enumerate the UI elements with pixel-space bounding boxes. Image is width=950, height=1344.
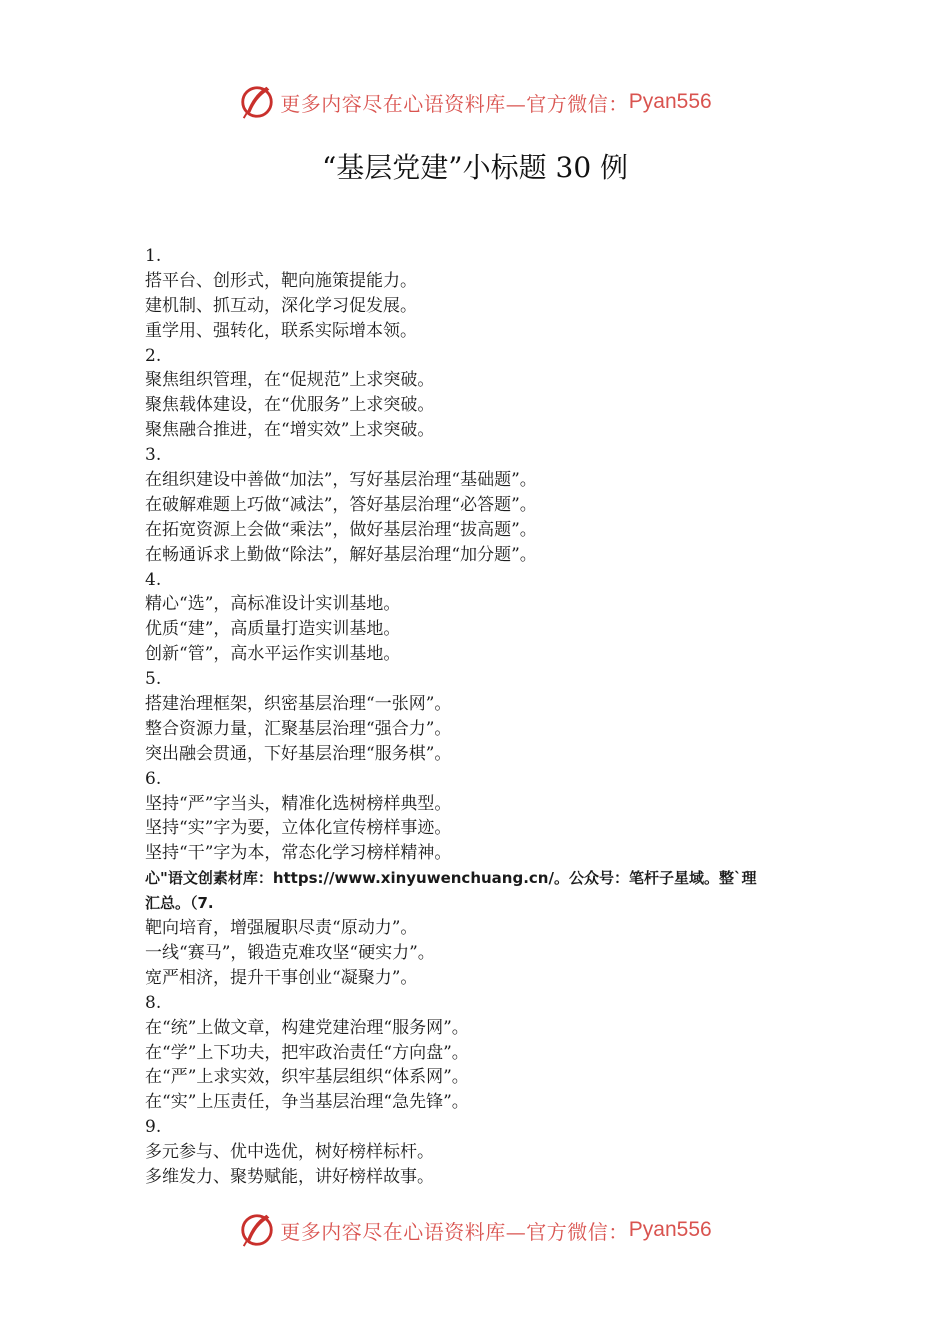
text-line: 汇总。（7. xyxy=(145,894,214,913)
text-line: 优质“建”，高质量打造实训基地。 xyxy=(145,619,401,640)
quill-pen-logo-icon xyxy=(238,1211,276,1249)
text-line: 建机制、抓互动，深化学习促发展。 xyxy=(145,295,417,316)
text-line: 坚持“实”字为要，立体化宣传榜样事迹。 xyxy=(145,818,452,839)
document-body xyxy=(145,244,825,1190)
text-line: 在拓宽资源上会做“乘法”，做好基层治理“拔高题”。 xyxy=(145,519,537,540)
document-title: “基层党建”小标题 30 例 xyxy=(321,151,629,184)
text-line: 靶向培育，增强履职尽责“原动力”。 xyxy=(145,918,418,939)
header-watermark-banner xyxy=(0,82,950,122)
text-line: 在组织建设中善做“加法”，写好基层治理“基础题”。 xyxy=(145,470,537,491)
quill-pen-logo-icon xyxy=(238,83,276,121)
item-number: 1. xyxy=(145,246,162,266)
text-line: 整合资源力量，汇聚基层治理“强合力”。 xyxy=(145,718,452,739)
text-line: 聚焦融合推进，在“增实效”上求突破。 xyxy=(145,420,435,441)
banner-text: 更多内容尽在心语资料库—官方微信： xyxy=(280,91,629,116)
item-number: 6. xyxy=(145,768,162,789)
item-number: 3. xyxy=(145,445,162,466)
banner-text: 更多内容尽在心语资料库—官方微信： xyxy=(280,1219,629,1244)
text-line: 搭建治理框架，织密基层治理“一张网”。 xyxy=(145,694,452,715)
text-line: 聚焦组织管理，在“促规范”上求突破。 xyxy=(145,370,435,391)
text-line: 坚持“严”字当头，精准化选树榜样典型。 xyxy=(145,793,452,814)
text-line: 多维发力、聚势赋能，讲好榜样故事。 xyxy=(145,1166,434,1187)
text-line: 创新“管”，高水平运作实训基地。 xyxy=(145,644,401,665)
item-number: 9. xyxy=(145,1117,162,1138)
text-line: 多元参与、优中选优，树好榜样标杆。 xyxy=(145,1142,434,1163)
text-line: 重学用、强转化，联系实际增本领。 xyxy=(145,320,417,341)
item-number: 8. xyxy=(145,992,162,1013)
item-number: 5. xyxy=(145,669,162,690)
item-number: 4. xyxy=(145,569,162,590)
banner-wechat-id: Pyan556 xyxy=(628,1218,712,1241)
item-number: 2. xyxy=(145,345,162,366)
text-line: 突出融会贯通，下好基层治理“服务棋”。 xyxy=(145,743,452,764)
text-line: 宽严相济，提升干事创业“凝聚力”。 xyxy=(145,967,418,988)
text-line: 在“严”上求实效，织牢基层组织“体系网”。 xyxy=(145,1067,469,1088)
banner-wechat-id: Pyan556 xyxy=(628,90,712,113)
text-line: 搭平台、创形式，靶向施策提能力。 xyxy=(145,270,417,291)
footer-watermark-banner xyxy=(0,1210,950,1250)
text-line: 聚焦载体建设，在“优服务”上求突破。 xyxy=(145,395,435,416)
text-line: 心"语文创素材库：https://www.xinyuwenchuang.cn/。公众号：笔杆子星域。整`理 xyxy=(145,869,757,888)
text-line: 在“实”上压责任，争当基层治理“急先锋”。 xyxy=(145,1092,469,1113)
text-line: 在畅通诉求上勤做“除法”，解好基层治理“加分题”。 xyxy=(145,544,537,565)
text-line: 精心“选”，高标准设计实训基地。 xyxy=(145,594,401,615)
text-line: 在“学”上下功夫，把牢政治责任“方向盘”。 xyxy=(145,1042,469,1063)
text-line: 一线“赛马”，锻造克难攻坚“硬实力”。 xyxy=(145,942,435,963)
text-line: 在破解难题上巧做“减法”，答好基层治理“必答题”。 xyxy=(145,494,537,515)
text-line: 在“统”上做文章，构建党建治理“服务网”。 xyxy=(145,1017,469,1038)
text-line: 坚持“干”字为本，常态化学习榜样精神。 xyxy=(145,843,452,864)
